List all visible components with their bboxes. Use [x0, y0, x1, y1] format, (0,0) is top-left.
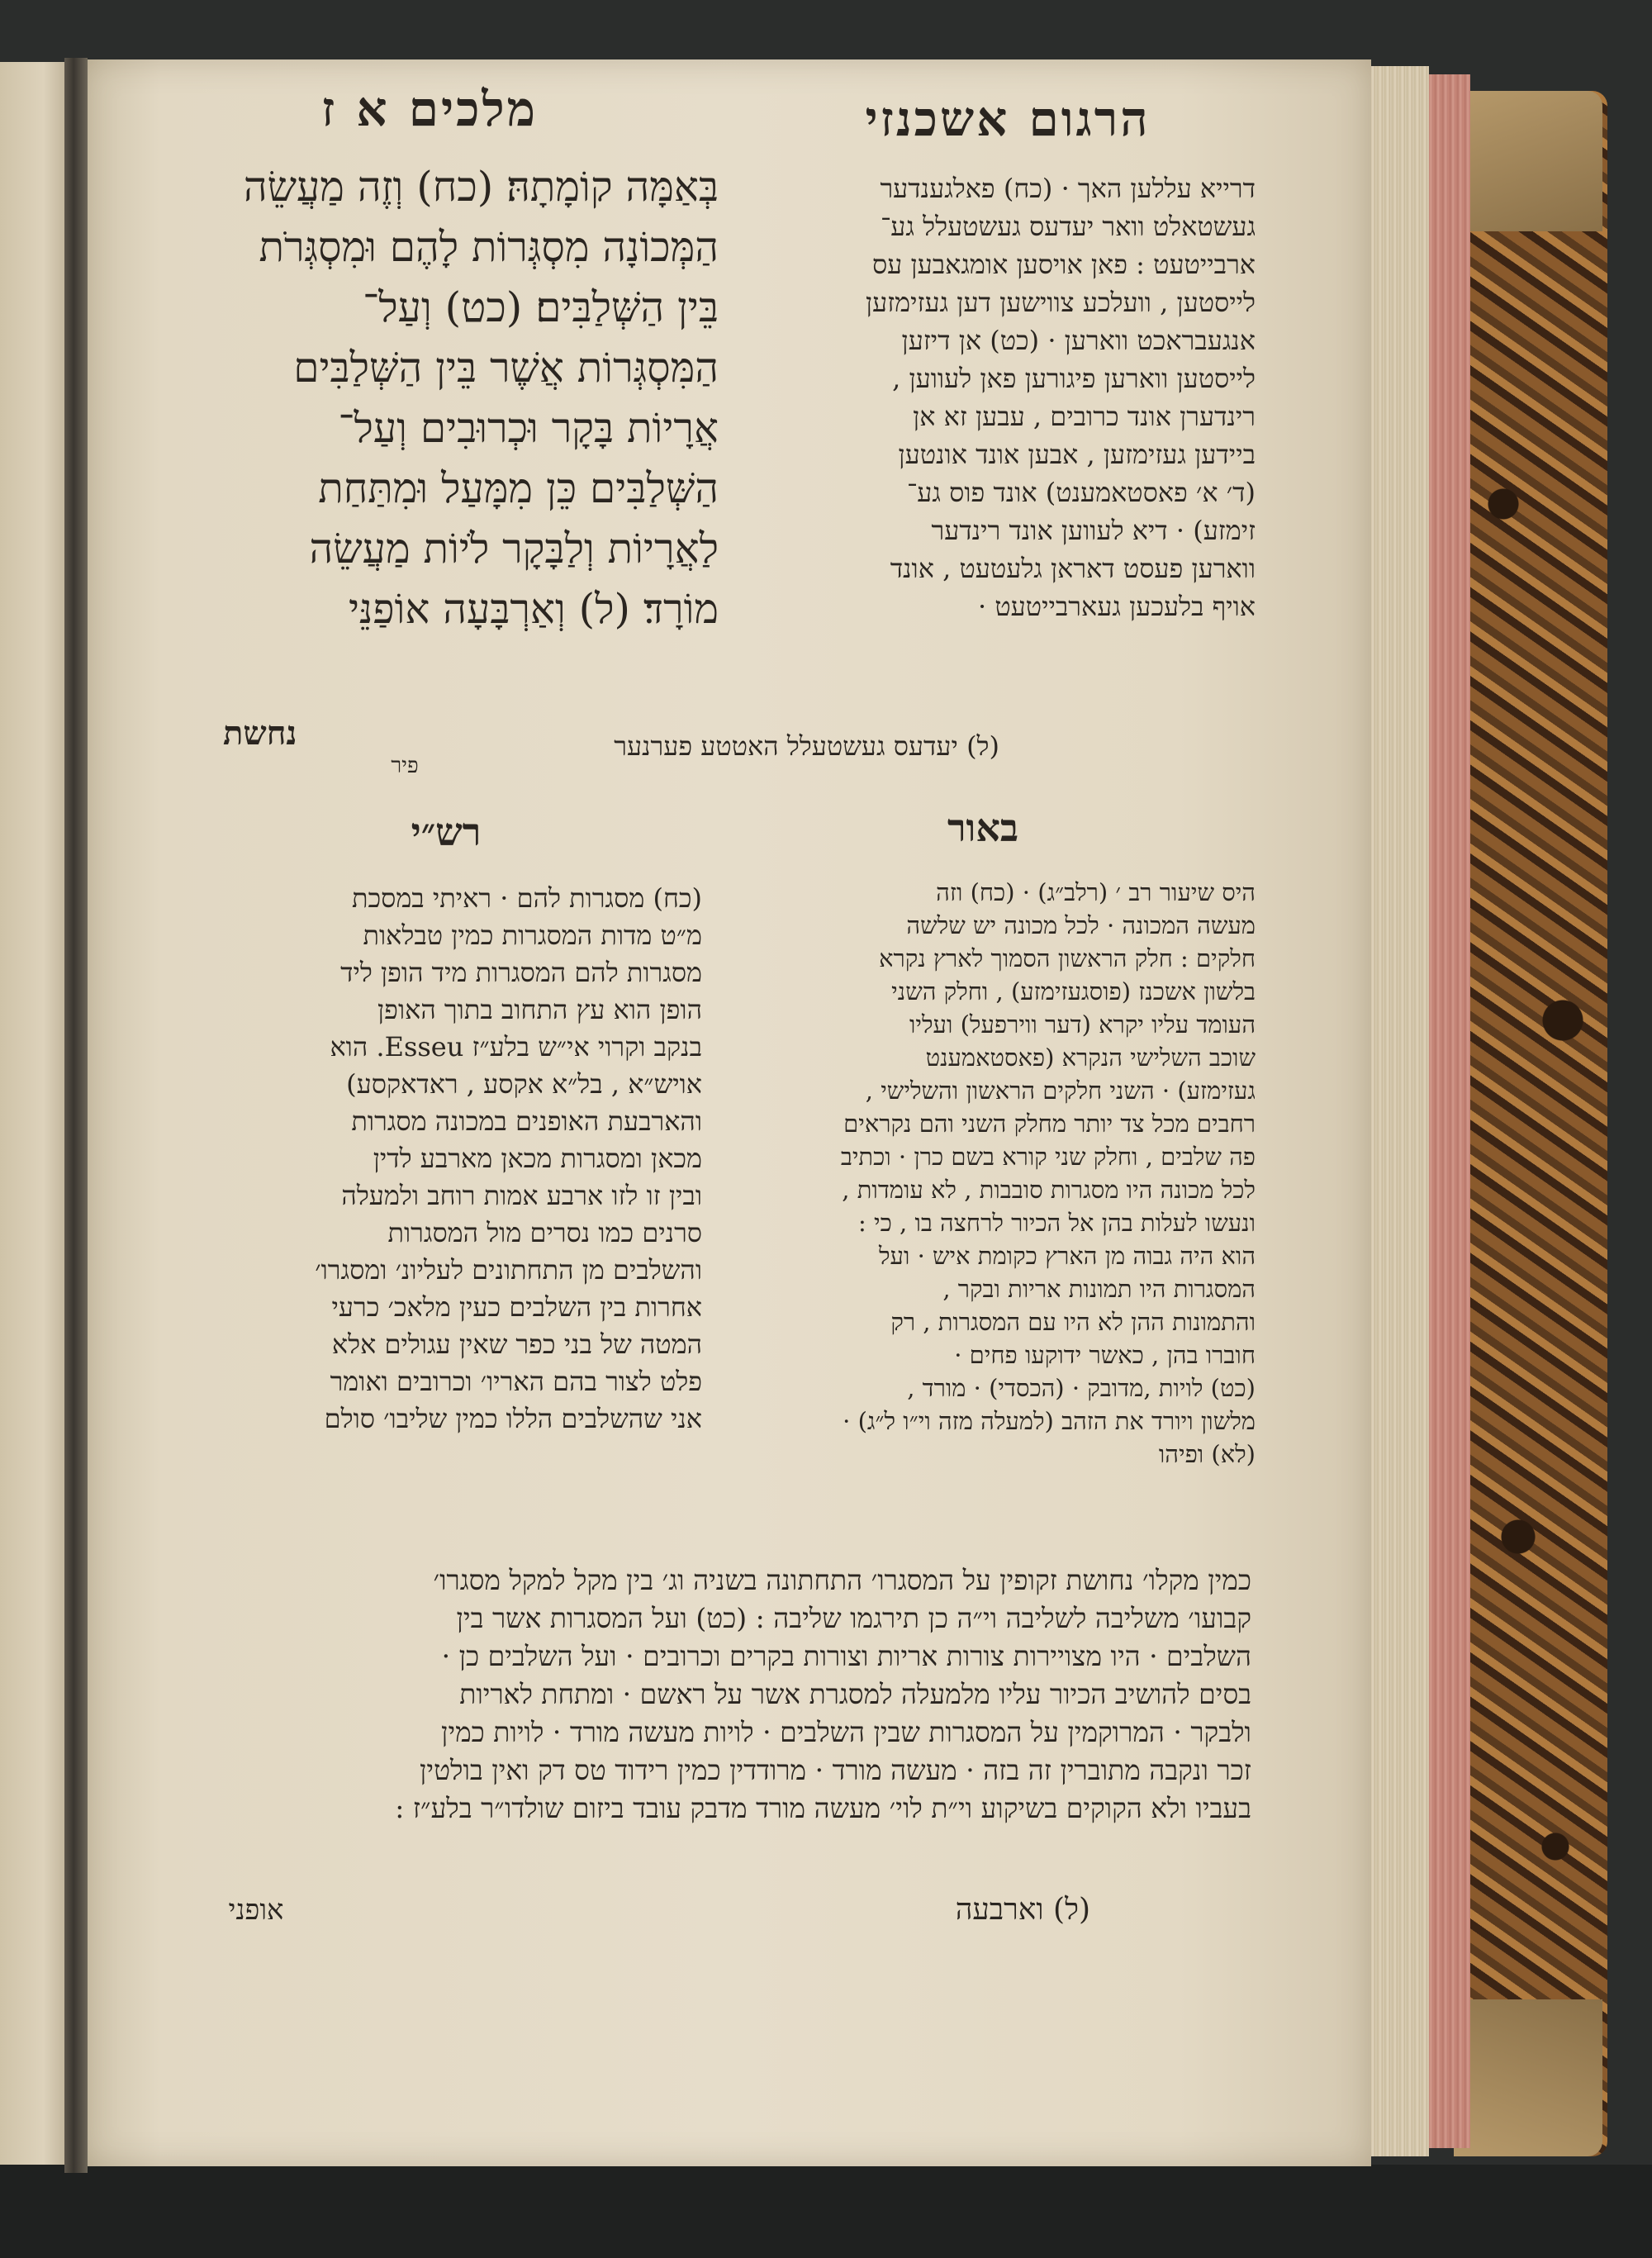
bottom-catchword-left: אופני [228, 1894, 284, 1927]
biur-line: (לא) ופיהו [1158, 1440, 1256, 1468]
ashkenazi-last-line: (ל) יעדעס געשטעלל האטטע פערנער [614, 730, 999, 762]
biur-line: געזימזע) · השני חלקים הראשון והשלישי , [865, 1077, 1256, 1105]
book-cover [1454, 91, 1607, 2156]
book-gutter [64, 58, 88, 2173]
rashi-line: מכאן ומסגרות מכאן מארבע לדין [373, 1143, 702, 1174]
hebrew-catchword: נחשת [223, 714, 297, 753]
biur-line: הוא היה גבוה מן הארץ כקומת איש · ועל [878, 1242, 1256, 1270]
ashkenazi-line: ביידען געזימזען , אבען אונד אונטען [898, 439, 1256, 470]
ashkenazi-catchword: פיר [391, 753, 419, 778]
biur-heading: באור [947, 806, 1019, 850]
cover-corner-bottom [1454, 1999, 1602, 2156]
rashi-continued-line: כמין מקלו׳ נחושת זקופין על המסגרו׳ התחתונה בשניה וג׳ בין מקל למקל מסגרו׳ [433, 1564, 1251, 1596]
rashi-continued-line: בסים להושיב הכיור עליו מלמעלה למסגרת אשר על ראשם · ומתחת לאריות [459, 1678, 1251, 1710]
rashi-text-block [153, 880, 702, 1438]
biur-line: לכל מכונה היו מסגרות סובבות , לא עומדות , [842, 1176, 1256, 1204]
ashkenazi-line: ווארען פעסט דאראן גלעטעט , אונד [890, 553, 1256, 584]
biur-line: חלקים : חלק הראשון הסמוך לארץ נקרא [879, 944, 1256, 972]
biur-line: המסגרות היו תמונות אריות ובקר , [942, 1275, 1256, 1303]
rashi-line: בנקב וקרוי אי״ש בלע״ז Esseu. הוא [330, 1031, 702, 1062]
biur-line: פה שלבים , וחלק שני קורא בשם כרן · וכתיב [840, 1143, 1256, 1171]
ashkenazi-text-block [727, 169, 1256, 625]
rashi-line: פלט לצור בהם האריו׳ וכרובים ואומר [330, 1366, 702, 1397]
hebrew-line: בֵּין הַשְּׁלַבִּים׃ (כט) וְעַל־ [363, 283, 719, 331]
rashi-line: (כח) מסגרות להם · ראיתי במסכת [351, 882, 702, 914]
rashi-line: הופן הוא עץ התחוב בתוך האופן [377, 994, 702, 1025]
rashi-line: והשלבים מן התחתונים לעליונ׳ ומסגרו׳ [315, 1254, 702, 1286]
bottom-catchword-right: (ל) וארבעה [955, 1893, 1090, 1927]
hebrew-line: הַשְּׁלַבִּים כֵּן מִמָּעַל וּמִתַּחַת [318, 464, 719, 512]
rashi-continued-line: השלבים · היו מצויירות צורות אריות וצורות בקרים וכרובים · ועל השלבים כן · [441, 1640, 1251, 1672]
hebrew-line: אֲרָיוֹת בָּקָר וּכְרוּבִים וְעַל־ [338, 404, 719, 452]
biur-line: והתמונות ההן לא היו עם המסגרות , רק [890, 1308, 1256, 1336]
rashi-continued-line: קבועו׳ משליבה לשליבה וי״ה כן תירגמו שליבה : (כט) ועל המסגרות אשר בין [456, 1602, 1251, 1634]
biur-text-block [714, 876, 1256, 1471]
hebrew-text-block [149, 157, 719, 639]
rashi-line: המטה של בני כפר שאין עגולים אלא [331, 1329, 702, 1360]
biur-line: היס שיעור רב ׳ (רלב״ג) · (כח) וזה [936, 878, 1256, 906]
biur-line: שוכב השלישי הנקרא (פאסטאמענט [925, 1043, 1256, 1072]
ashkenazi-line: אנגעבראכט ווארען · (כט) אן דיזען [901, 325, 1256, 356]
rashi-line: ובין זו לזו ארבע אמות רוחב ולמעלה [341, 1180, 702, 1211]
biur-line: העומד עליו יקרא (דער ווירפעל) ועליו [909, 1010, 1256, 1039]
rashi-line: אויש״א , בל״א אקסע , ראדאקסע) [346, 1068, 702, 1100]
table-surface [0, 2165, 1652, 2258]
biur-line: מעשה המכונה · לכל מכונה יש שלשה [906, 911, 1256, 939]
rashi-heading: רש״י [411, 810, 482, 854]
biur-line: (כט) לויות ,מדובק · (הכסדי) · מורד , [907, 1374, 1256, 1402]
ashkenazi-line: געשטאלט וואר יעדעס געשטעלל גע־ [881, 211, 1256, 242]
rashi-line: סרנים כמו נסרים מול המסגרות [387, 1217, 702, 1248]
running-head-right: הרגום אשכנזי [865, 91, 1151, 147]
ashkenazi-line: אויף בלעכען געארבייטעט · [977, 591, 1256, 622]
ashkenazi-line: רינדערן אונד כרובים , עבען זא אן [913, 401, 1256, 432]
hebrew-line: מוֹרָד׃ (ל) וְאַרְבָּעָה אוֹפַנֵּי [349, 585, 719, 633]
biur-line: מלשון ויורד את הזהב (למעלה מזה וי״ו ל״ג) · [843, 1407, 1256, 1435]
ashkenazi-line: לייסטען , וועלכע צווישען דען געזימזען [865, 287, 1256, 318]
ashkenazi-line: ארבייטעט : פאן אויסען אומגאבען עס [871, 249, 1256, 280]
rashi-line: אחרות בין השלבים כעין מלאכ׳ כרעי [331, 1291, 702, 1323]
hebrew-line: הַמִּסְגְּרוֹת אֲשֶׁר בֵּין הַשְּׁלַבִּים [293, 344, 719, 392]
hebrew-line: לַאֲרָיוֹת וְלַבָּקָר לֹיוֹת מַעֲשֵׂה [309, 525, 719, 573]
biur-line: רחבים מכל צד יותר מחלק השני והם נקראים [843, 1110, 1256, 1138]
ashkenazi-line: (ד׳ א׳ פאסטאמענט) אונד פוס גע־ [907, 477, 1256, 508]
hebrew-line: בְּאַמָּה קוֹמָתָהּ׃ (כח) וְזֶה מַעֲשֵׂה [243, 163, 719, 211]
hebrew-line: הַמְּכוֹנָה מִסְגְּרוֹת לָהֶם וּמִסְגְּרֹת [259, 223, 719, 271]
biur-line: בלשון אשכנז (פוסגעזימזע) , וחלק השני [891, 977, 1256, 1005]
biur-line: חוברו בהן , כאשר ידוקעו פחים · [954, 1341, 1256, 1369]
cover-corner-top [1454, 91, 1602, 231]
ashkenazi-line: לייסטען ווארען פיגורען פאן לעווען , [892, 363, 1256, 394]
ashkenazi-line: דרייא עללען האך · (כח) פאלגענדער [880, 173, 1256, 204]
ashkenazi-line: זימזע) · דיא לעווען אונד רינדער [931, 515, 1256, 546]
rashi-line: מ״ט מדות המסגרות כמין טבלאות [363, 920, 702, 951]
rashi-continued-line: זכר ונקבה מתוברין זה בזה · מעשה מורד · מרודדין כמין רידוד טס דק ואין בולטין [420, 1754, 1251, 1786]
running-head-left: מלכים א ז [320, 81, 539, 137]
rashi-continued-line: בעביו ולא הקוקים בשיקוע וי״ת לוי׳ מעשה מורד מדבק עובד ביזום שולדו״ר בלע״ז : [395, 1792, 1251, 1824]
biur-line: ונעשו לעלות בהן אל הכיור לרחצה בו , כי : [858, 1209, 1256, 1237]
rashi-continued-line: ולבקר · המרוקמין על המסגרות שבין השלבים · לויות מעשה מורד · לויות כמין [441, 1716, 1251, 1748]
rashi-line: מסגרות להם המסגרות מיד הופן ליד [340, 957, 702, 988]
rashi-line: והארבעת האופנים במכונה מסגרות [351, 1105, 702, 1137]
rashi-continued-block [153, 1562, 1251, 1828]
rashi-line: אני שהשלבים הללו כמין שליבו׳ סולם [324, 1403, 702, 1434]
